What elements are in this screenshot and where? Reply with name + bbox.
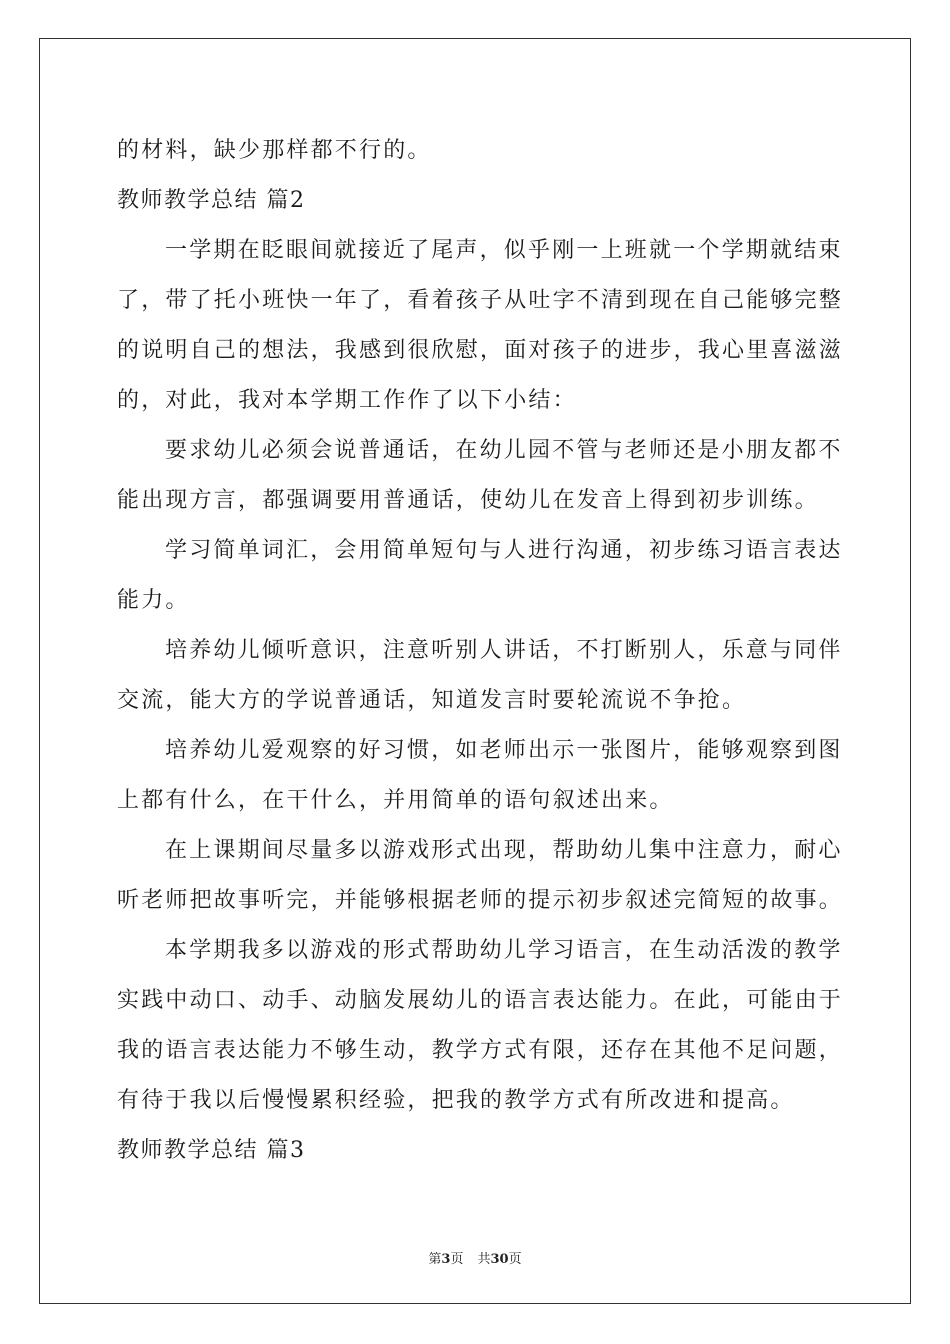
paragraph-line: 有待于我以后慢慢累积经验，把我的教学方式有所改进和提高。 <box>117 1088 795 1113</box>
paragraph-line: 本学期我多以游戏的形式帮助幼儿学习语言，在生动活泼的教学 <box>165 938 843 963</box>
section-heading: 教师教学总结 篇3 <box>117 1138 306 1163</box>
page-number: 3 <box>441 1252 451 1267</box>
paragraph-line: 听老师把故事听完，并能够根据老师的提示初步叙述完简短的故事。 <box>117 888 844 913</box>
total-pages: 30 <box>490 1252 509 1267</box>
paragraph-line: 学习简单词汇，会用简单短句与人进行沟通，初步练习语言表达 <box>165 538 843 563</box>
paragraph-line: 要求幼儿必须会说普通话，在幼儿园不管与老师还是小朋友都不 <box>165 438 843 463</box>
paragraph-line: 能力。 <box>117 588 190 613</box>
paragraph-line: 交流，能大方的学说普通话，知道发言时要轮流说不争抢。 <box>117 688 747 713</box>
page-footer <box>0 1248 950 1267</box>
paragraph-line: 培养幼儿爱观察的好习惯，如老师出示一张图片，能够观察到图 <box>165 738 843 763</box>
paragraph-line: 的材料，缺少那样都不行的。 <box>117 138 432 163</box>
paragraph-line: 能出现方言，都强调要用普通话，使幼儿在发音上得到初步训练。 <box>117 488 819 513</box>
paragraph-line: 的说明自己的想法，我感到很欣慰，面对孩子的进步，我心里喜滋滋 <box>117 338 844 363</box>
paragraph-line: 培养幼儿倾听意识，注意听别人讲话，不打断别人，乐意与同伴 <box>165 638 843 663</box>
paragraph-line: 我的语言表达能力不够生动，教学方式有限，还存在其他不足问题， <box>117 1038 844 1063</box>
paragraph-line: 在上课期间尽量多以游戏形式出现，帮助幼儿集中注意力，耐心 <box>165 838 843 863</box>
paragraph-line: 上都有什么，在干什么，并用简单的语句叙述出来。 <box>117 788 674 813</box>
total-suffix: 页 <box>508 1252 522 1267</box>
document-body <box>117 126 844 1176</box>
total-prefix: 共 <box>477 1252 491 1267</box>
paragraph-line: 一学期在眨眼间就接近了尾声，似乎刚一上班就一个学期就结束 <box>165 238 843 263</box>
paragraph-line: 了，带了托小班快一年了，看着孩子从吐字不清到现在自己能够完整 <box>117 288 844 313</box>
page-suffix: 页 <box>450 1252 464 1267</box>
page-prefix: 第 <box>428 1252 442 1267</box>
section-heading: 教师教学总结 篇2 <box>117 188 306 213</box>
paragraph-line: 实践中动口、动手、动脑发展幼儿的语言表达能力。在此，可能由于 <box>117 988 844 1013</box>
paragraph-line: 的，对此，我对本学期工作作了以下小结： <box>117 388 577 413</box>
